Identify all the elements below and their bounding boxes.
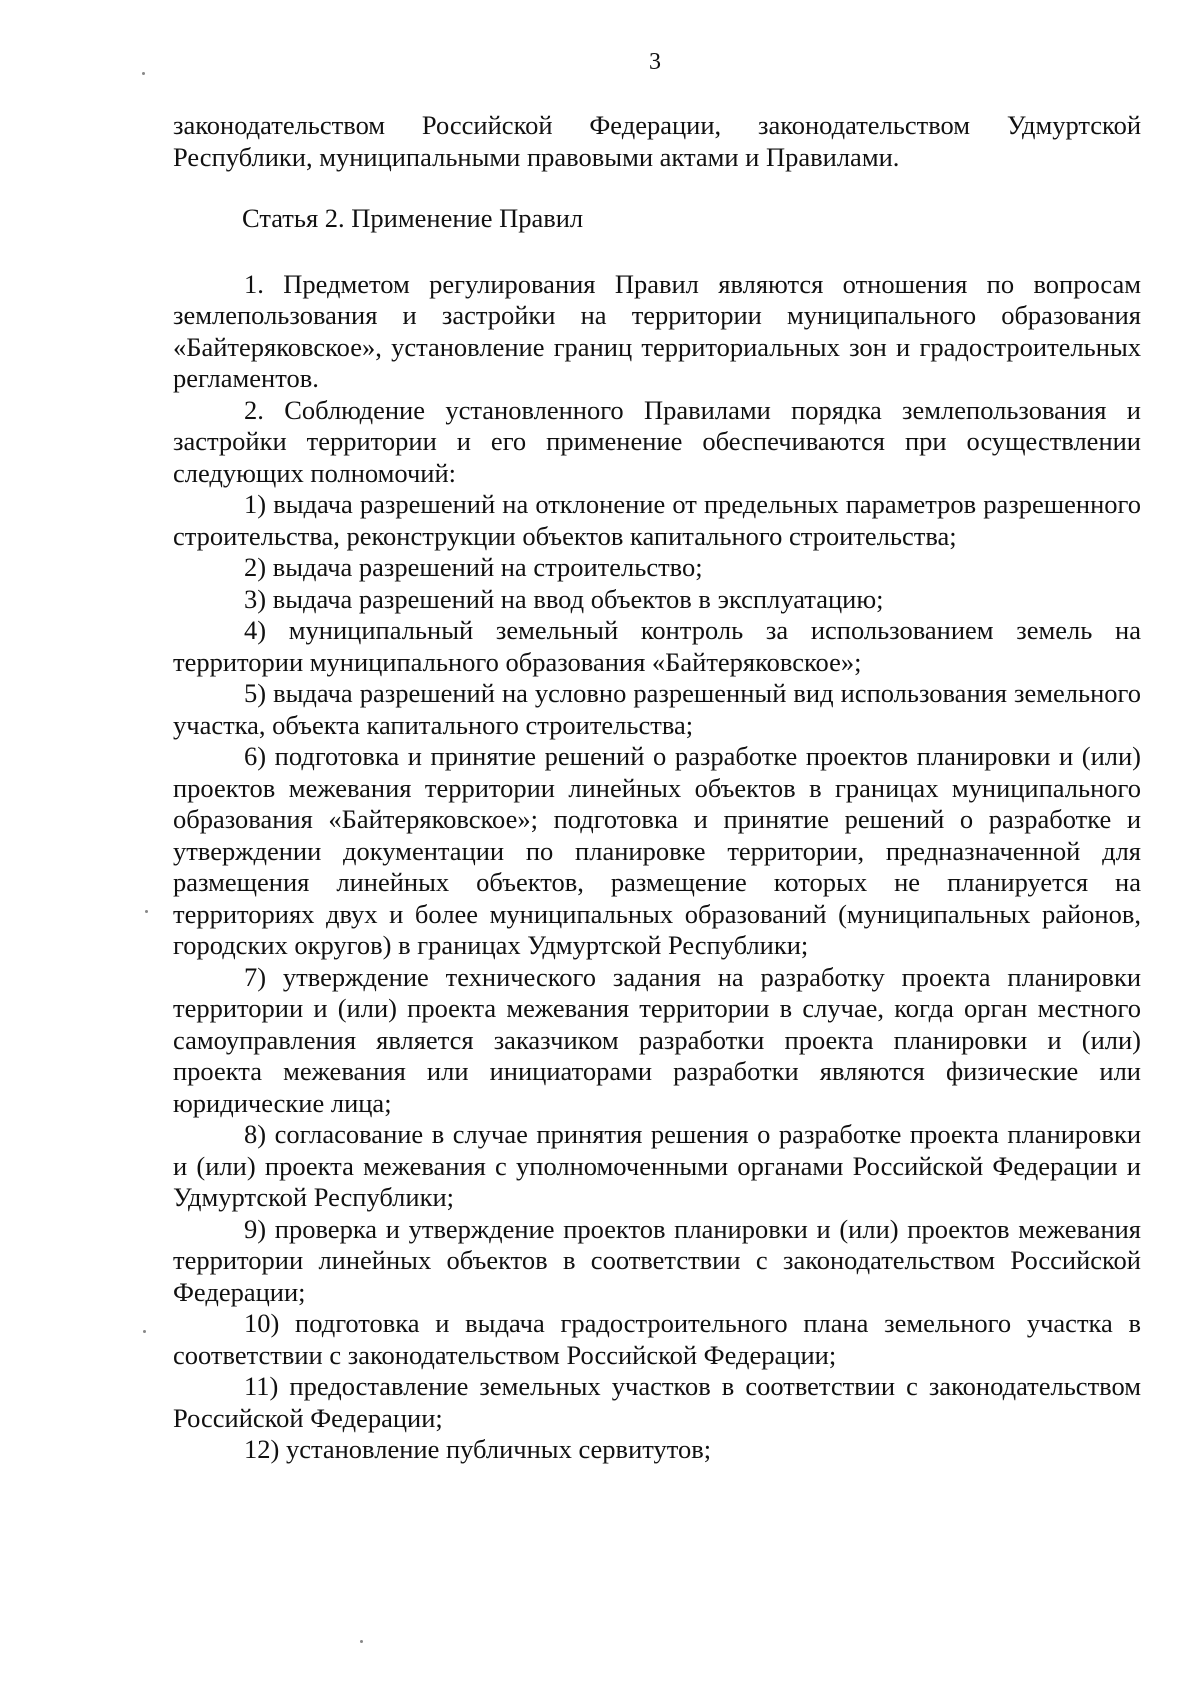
- list-item-11: 11) предоставление земельных участков в соответствии с законодательством Российской Федерации;: [173, 1371, 1141, 1433]
- list-item-8: 8) согласование в случае принятия решения о разработке проекта планировки и (или) проекта межевания с уполномоченными органами Российской Федерации и Удмуртской Республики;: [173, 1119, 1141, 1212]
- spacer: [173, 235, 1141, 269]
- list-item-5: 5) выдача разрешений на условно разрешенный вид использования земельного участка, объекта капитального строительства;: [173, 678, 1141, 740]
- scan-speck: [360, 1640, 363, 1643]
- list-item-7: 7) утверждение технического задания на разработку проекта планировки территории и (или) проекта межевания территории в случае, когда орган местного самоуправления является заказчиком разработки проекта планировки и (или) проекта межевания или инициаторами разработки являются физические или юридические лица;: [173, 961, 1141, 1118]
- scan-speck: [143, 1330, 146, 1333]
- intro-paragraph: законодательством Российской Федерации, законодательством Удмуртской Республики, муниципальными правовыми актами и Правилами.: [173, 110, 1141, 172]
- paragraph-1: 1. Предметом регулирования Правил являются отношения по вопросам землепользования и застройки на территории муниципального образования «Байтеряковское», установление границ территориальных зон и градостроительных регламентов.: [173, 268, 1141, 393]
- scan-speck: [145, 910, 148, 913]
- article-heading: Статья 2. Применение Правил: [242, 203, 584, 233]
- scan-speck: [142, 72, 145, 75]
- list-item-9: 9) проверка и утверждение проектов планировки и (или) проектов межевания территории линейных объектов в соответствии с законодательством Российской Федерации;: [173, 1213, 1141, 1307]
- page-number: 3: [649, 49, 661, 75]
- list-item-6: 6) подготовка и принятие решений о разработке проектов планировки и (или) проектов межевания территории линейных объектов в границах муниципального образования «Байтеряковское»; подготовка и принятие решений о разработке и утверждении документации по планировке территории, предназначенной для размещения линейных объектов, размещение которых не планируется на территориях двух и более муниципальных образований (муниципальных районов, городских округов) в границах Удмуртской Республики;: [173, 741, 1141, 960]
- list-item-2: 2) выдача разрешений на строительство;: [244, 552, 703, 582]
- paragraph-2: 2. Соблюдение установленного Правилами порядка землепользования и застройки территории и его применение обеспечиваются при осуществлении следующих полномочий:: [173, 394, 1141, 488]
- list-item-1: 1) выдача разрешений на отклонение от предельных параметров разрешенного строительства, реконструкции объектов капитального строительства;: [173, 489, 1141, 551]
- list-item-4: 4) муниципальный земельный контроль за использованием земель на территории муниципального образования «Байтеряковское»;: [173, 615, 1141, 677]
- document-body: [173, 110, 1141, 1466]
- list-item-3: 3) выдача разрешений на ввод объектов в эксплуатацию;: [244, 583, 884, 614]
- list-item-10: 10) подготовка и выдача градостроительного плана земельного участка в соответствии с законодательством Российской Федерации;: [173, 1308, 1141, 1370]
- spacer: [173, 173, 1141, 203]
- list-item-12: 12) установление публичных сервитутов;: [244, 1434, 712, 1464]
